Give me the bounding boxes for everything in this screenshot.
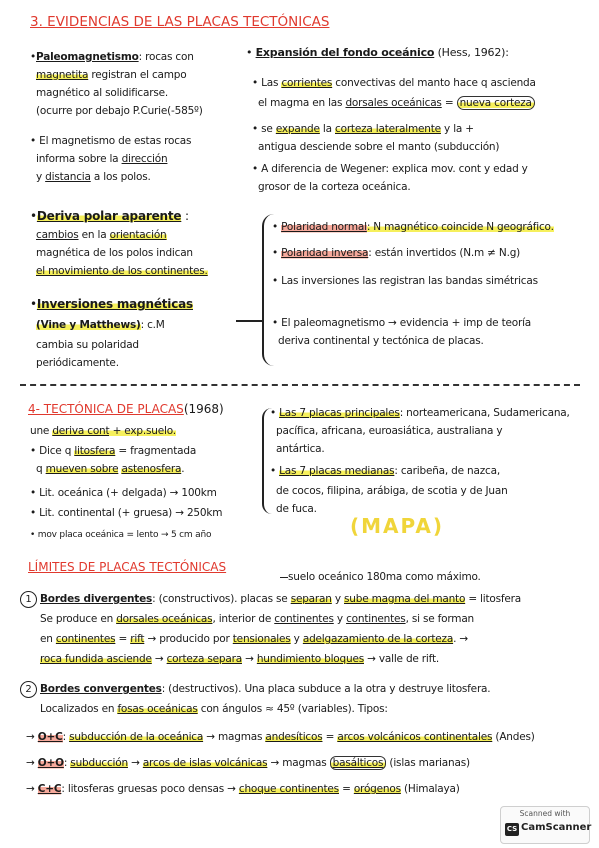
- section-divider: [20, 384, 580, 386]
- tect-line-6: • mov placa oceánica = lento → 5 cm año: [30, 530, 212, 540]
- limites-title: LÍMITES DE PLACAS TECTÓNICAS: [28, 560, 227, 574]
- number-1: 1: [20, 591, 37, 608]
- plates-main-2: pacífica, africana, euroasiática, australiana y: [276, 425, 503, 437]
- pol-normal: • Polaridad normal: N magnético coincide N geográfico.: [272, 221, 554, 233]
- paleo-line-1: •Paleomagnetismo: rocas con: [30, 51, 194, 63]
- tect-line-5: • Lit. continental (+ gruesa) → 250km: [30, 507, 223, 519]
- paleo-line-2: magnetita registran el campo: [36, 69, 187, 81]
- exp-line-4: antigua desciende sobre el manto (subducción): [258, 141, 500, 153]
- tectonica-title: 4- TECTÓNICA DE PLACAS(1968): [28, 402, 224, 416]
- divergentes-line-4: roca fundida asciende → corteza separa → hundimiento bloques → valle de rift.: [40, 653, 440, 665]
- pol-evidencia-2: deriva continental y tectónica de placas.: [278, 335, 484, 347]
- plates-main-1: • Las 7 placas principales: norteamericana, Sudamericana,: [270, 407, 570, 419]
- mag-line-2: informa sobre la dirección: [36, 153, 168, 165]
- plates-medium-2: de cocos, filipina, arábiga, de scotia y de Juan: [276, 485, 508, 497]
- paleo-line-3: magnético al solidificarse.: [36, 87, 169, 99]
- tect-line-3: q mueven sobre astenosfera.: [36, 463, 185, 475]
- deriva-heading: •Deriva polar aparente :: [30, 209, 189, 223]
- exp-line-1: • Las corrientes convectivas del manto hace q ascienda: [252, 77, 536, 89]
- type-oo: → O+O: subducción → arcos de islas volcánicas → magmas basálticos (islas marianas): [26, 757, 470, 769]
- divergentes-line-2: Se produce en dorsales oceánicas, interior de continentes y continentes, si se forman: [40, 613, 475, 625]
- inv-heading: •Inversiones magnéticas: [30, 297, 193, 311]
- pol-inversa: • Polaridad inversa: están invertidos (N.m ≠ N.g): [272, 247, 521, 259]
- mapa-label: (MAPA): [350, 514, 444, 538]
- deriva-line-3: el movimiento de los continentes.: [36, 265, 208, 277]
- deriva-line-1: cambios en la orientación: [36, 229, 167, 241]
- plates-medium-1: • Las 7 placas medianas: caribeña, de nazca,: [270, 465, 500, 477]
- deriva-line-2: magnética de los polos indican: [36, 247, 193, 259]
- number-2: 2: [20, 681, 37, 698]
- exp-line-2: el magma en las dorsales oceánicas = nueva corteza: [258, 94, 535, 112]
- paleo-line-4: (ocurre por debajo P.Curie(-585º): [36, 105, 203, 117]
- mag-line-3: y distancia a los polos.: [36, 171, 151, 183]
- exp-line-6: grosor de la corteza oceánica.: [258, 181, 411, 193]
- page-title: 3. EVIDENCIAS DE LAS PLACAS TECTÓNICAS: [30, 14, 330, 30]
- pol-registro: • Las inversiones las registran las bandas simétricas: [272, 275, 538, 287]
- pol-evidencia-1: • El paleomagnetismo → evidencia + imp de teoría: [272, 317, 532, 329]
- inv-line-4: periódicamente.: [36, 357, 119, 369]
- inv-line-2: (Vine y Matthews): c.M: [36, 319, 165, 331]
- convergentes-line-1: 2 Bordes convergentes: (destructivos). Una placa subduce a la otra y destruye litosfera.: [20, 680, 490, 698]
- tect-line-4: • Lit. oceánica (+ delgada) → 100km: [30, 487, 217, 499]
- tect-line-2: • Dice q litosfera = fragmentada: [30, 445, 197, 457]
- camscanner-logo-icon: CS: [505, 823, 519, 836]
- scanner-brand: CamScanner: [521, 822, 592, 833]
- divergentes-line-3: en continentes = rift → producido por tensionales y adelgazamiento de la corteza. →: [40, 633, 468, 645]
- exp-heading: • Expansión del fondo oceánico (Hess, 1962):: [246, 46, 509, 59]
- plates-main-3: antártica.: [276, 443, 325, 455]
- type-cc: → C+C: litosferas gruesas poco densas → choque continentes = orógenos (Himalaya): [26, 783, 460, 795]
- plates-medium-3: de fuca.: [276, 503, 317, 515]
- brace-connector: [236, 320, 264, 322]
- paleo-heading: Paleomagnetismo: [36, 51, 139, 63]
- polarity-brace: [262, 214, 274, 366]
- type-oc: → O+C: subducción de la oceánica → magmas andesíticos = arcos volcánicos continentales (Andes): [26, 731, 535, 743]
- mag-line-1: • El magnetismo de estas rocas: [30, 135, 192, 147]
- plates-brace: [262, 408, 272, 514]
- divergentes-line-1: 1 Bordes divergentes: (constructivos). placas se separan y sube magma del manto = litosfera: [20, 590, 521, 608]
- scanner-caption: Scanned with: [519, 809, 571, 818]
- tect-line-1: une deriva cont + exp.suelo.: [30, 425, 176, 437]
- exp-line-3: • se expande la corteza lateralmente y la +: [252, 123, 474, 135]
- exp-line-5: • A diferencia de Wegener: explica mov. cont y edad y: [252, 163, 528, 175]
- limites-note: suelo oceánico 180ma como máximo.: [280, 568, 481, 586]
- convergentes-line-2: Localizados en fosas oceánicas con ángulos ≈ 45º (variables). Tipos:: [40, 703, 388, 715]
- scanner-badge: [500, 806, 590, 844]
- inv-line-3: cambia su polaridad: [36, 339, 139, 351]
